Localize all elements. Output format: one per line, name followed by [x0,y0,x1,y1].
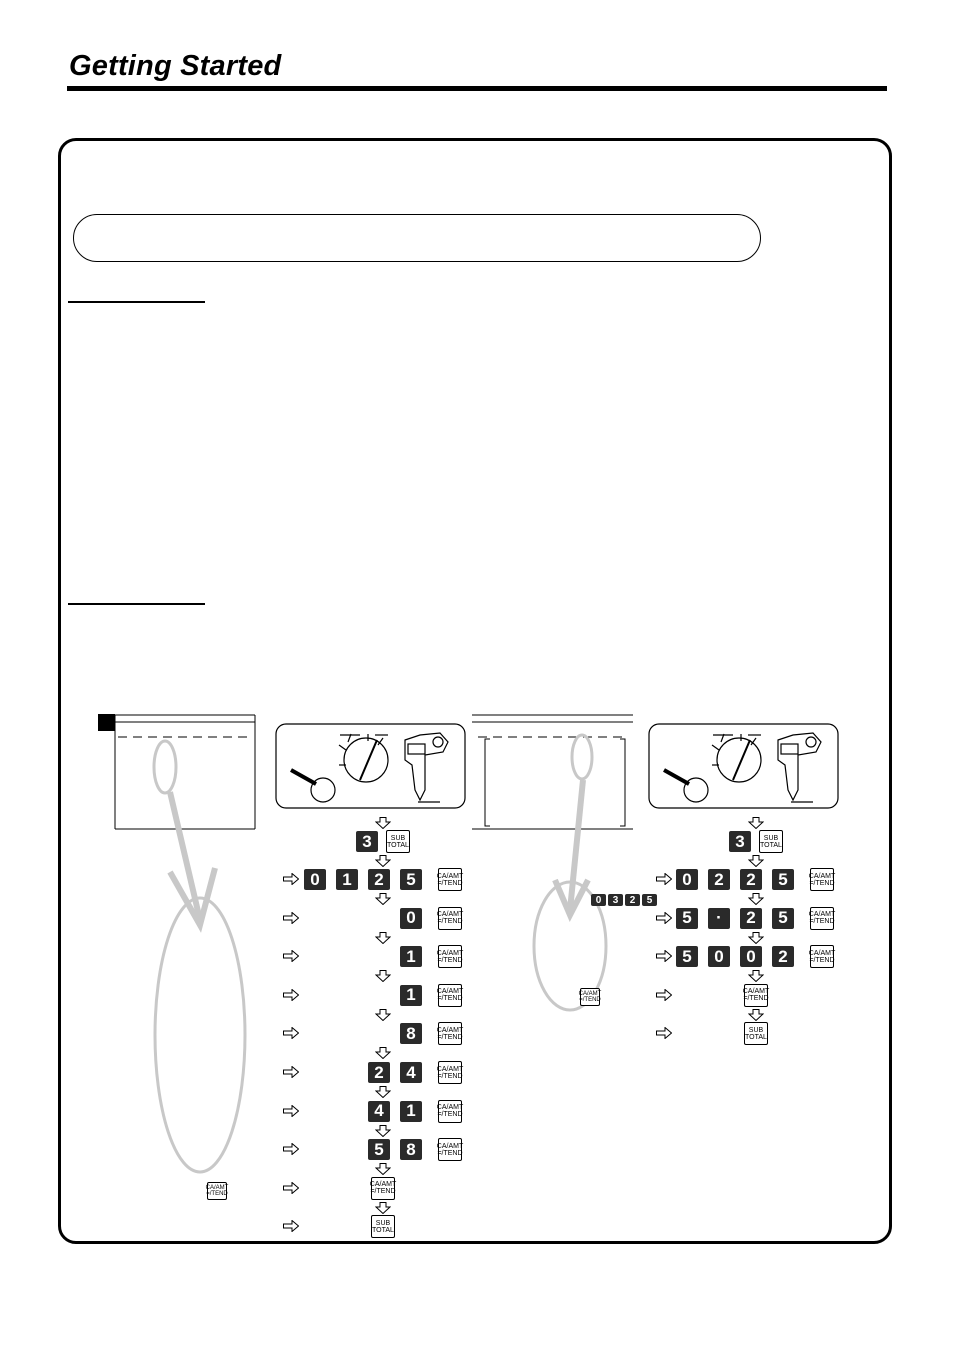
right-arrow-icon [656,1027,672,1039]
numeric-key: 5 [676,946,698,967]
numeric-key: 1 [336,869,358,890]
numeric-key: 0 [708,946,730,967]
cash-amount-tend-key: CA/AMT =/TEND [438,984,462,1007]
right-arrow-icon [283,873,299,885]
right-arrow-icon [283,1027,299,1039]
right-arrow-icon [656,912,672,924]
right-arrow-icon [283,1220,299,1232]
down-arrow-icon [375,932,391,944]
numeric-key: 5 [642,894,657,906]
cash-amount-tend-key: CA/AMT =/TEND [438,907,462,930]
numeric-key: 5 [772,908,794,929]
numeric-key: 8 [400,1023,422,1044]
numeric-key: 0 [740,946,762,967]
down-arrow-icon [748,932,764,944]
right-arrow-icon [283,1105,299,1117]
numeric-key: 0 [591,894,606,906]
numeric-key: 2 [740,869,762,890]
receipt-middle [472,715,633,829]
down-arrow-icon [375,1125,391,1137]
cash-amount-tend-key: CA/AMT =/TEND [438,1022,462,1045]
mode-switch-illustration-right [649,724,838,808]
down-arrow-icon [748,817,764,829]
right-arrow-icon [656,989,672,1001]
down-arrow-icon [375,1202,391,1214]
cash-amount-tend-key: CA/AMT =/TEND [371,1177,395,1200]
numeric-key: 5 [772,869,794,890]
right-arrow-icon [656,950,672,962]
right-arrow-icon [656,873,672,885]
right-arrow-icon [283,1143,299,1155]
down-arrow-icon [375,1086,391,1098]
subtotal-key: SUB TOTAL [759,830,783,853]
down-arrow-icon [375,1047,391,1059]
numeric-key: 3 [356,831,378,852]
down-arrow-icon [375,855,391,867]
down-arrow-icon [748,893,764,905]
cash-amount-tend-key: CA/AMT =/TEND [810,868,834,891]
right-arrow-icon [283,1066,299,1078]
numeric-key: 2 [772,946,794,967]
cash-amount-tend-key: CA/AMT =/TEND [438,1100,462,1123]
right-arrow-icon [283,950,299,962]
down-arrow-icon [375,1009,391,1021]
down-arrow-icon [748,970,764,982]
numeric-key: 5 [676,908,698,929]
cash-amount-tend-key: CA/AMT =/TEND [438,1061,462,1084]
down-arrow-icon [748,1009,764,1021]
cash-amount-tend-key: CA/AMT =/TEND [438,945,462,968]
numeric-key: 2 [740,908,762,929]
down-arrow-icon [375,1163,391,1175]
mode-switch-illustration-left [276,724,465,808]
numeric-key: 0 [304,869,326,890]
right-arrow-icon [283,1182,299,1194]
down-arrow-icon [375,893,391,905]
numeric-key: 3 [608,894,623,906]
numeric-key: 1 [400,1101,422,1122]
numeric-key: 5 [368,1139,390,1160]
subtotal-key: SUB TOTAL [371,1215,395,1238]
numeric-key: 1 [400,946,422,967]
numeric-key: 0 [400,908,422,929]
cash-amount-tend-key: CA/AMT =/TEND [438,1138,462,1161]
numeric-key: 4 [400,1062,422,1083]
cash-amount-tend-key: CA/AMT =/TEND [810,907,834,930]
cash-amount-tend-key: CA/AMT =/TEND [744,984,768,1007]
cash-amount-tend-key: CA/AMT =/TEND [207,1182,227,1200]
down-arrow-icon [375,817,391,829]
numeric-key: 0 [676,869,698,890]
right-arrow-icon [283,989,299,1001]
cash-amount-tend-key: CA/AMT =/TEND [438,868,462,891]
right-arrow-icon [283,912,299,924]
numeric-key: 2 [368,1062,390,1083]
subtotal-key: SUB TOTAL [386,830,410,853]
numeric-key: 8 [400,1139,422,1160]
numeric-key: 3 [729,831,751,852]
numeric-key: · [708,908,730,929]
highlight-middle [534,735,606,1010]
numeric-key: 2 [625,894,640,906]
numeric-key: 4 [368,1101,390,1122]
highlight-left [154,741,245,1172]
down-arrow-icon [748,855,764,867]
numeric-key: 2 [708,869,730,890]
cash-amount-tend-key: CA/AMT =/TEND [580,988,600,1006]
numeric-key: 1 [400,985,422,1006]
subtotal-key: SUB TOTAL [744,1022,768,1045]
numeric-key: 2 [368,869,390,890]
page-title: Getting Started [69,50,282,82]
down-arrow-icon [375,970,391,982]
cash-amount-tend-key: CA/AMT =/TEND [810,945,834,968]
numeric-key: 5 [400,869,422,890]
